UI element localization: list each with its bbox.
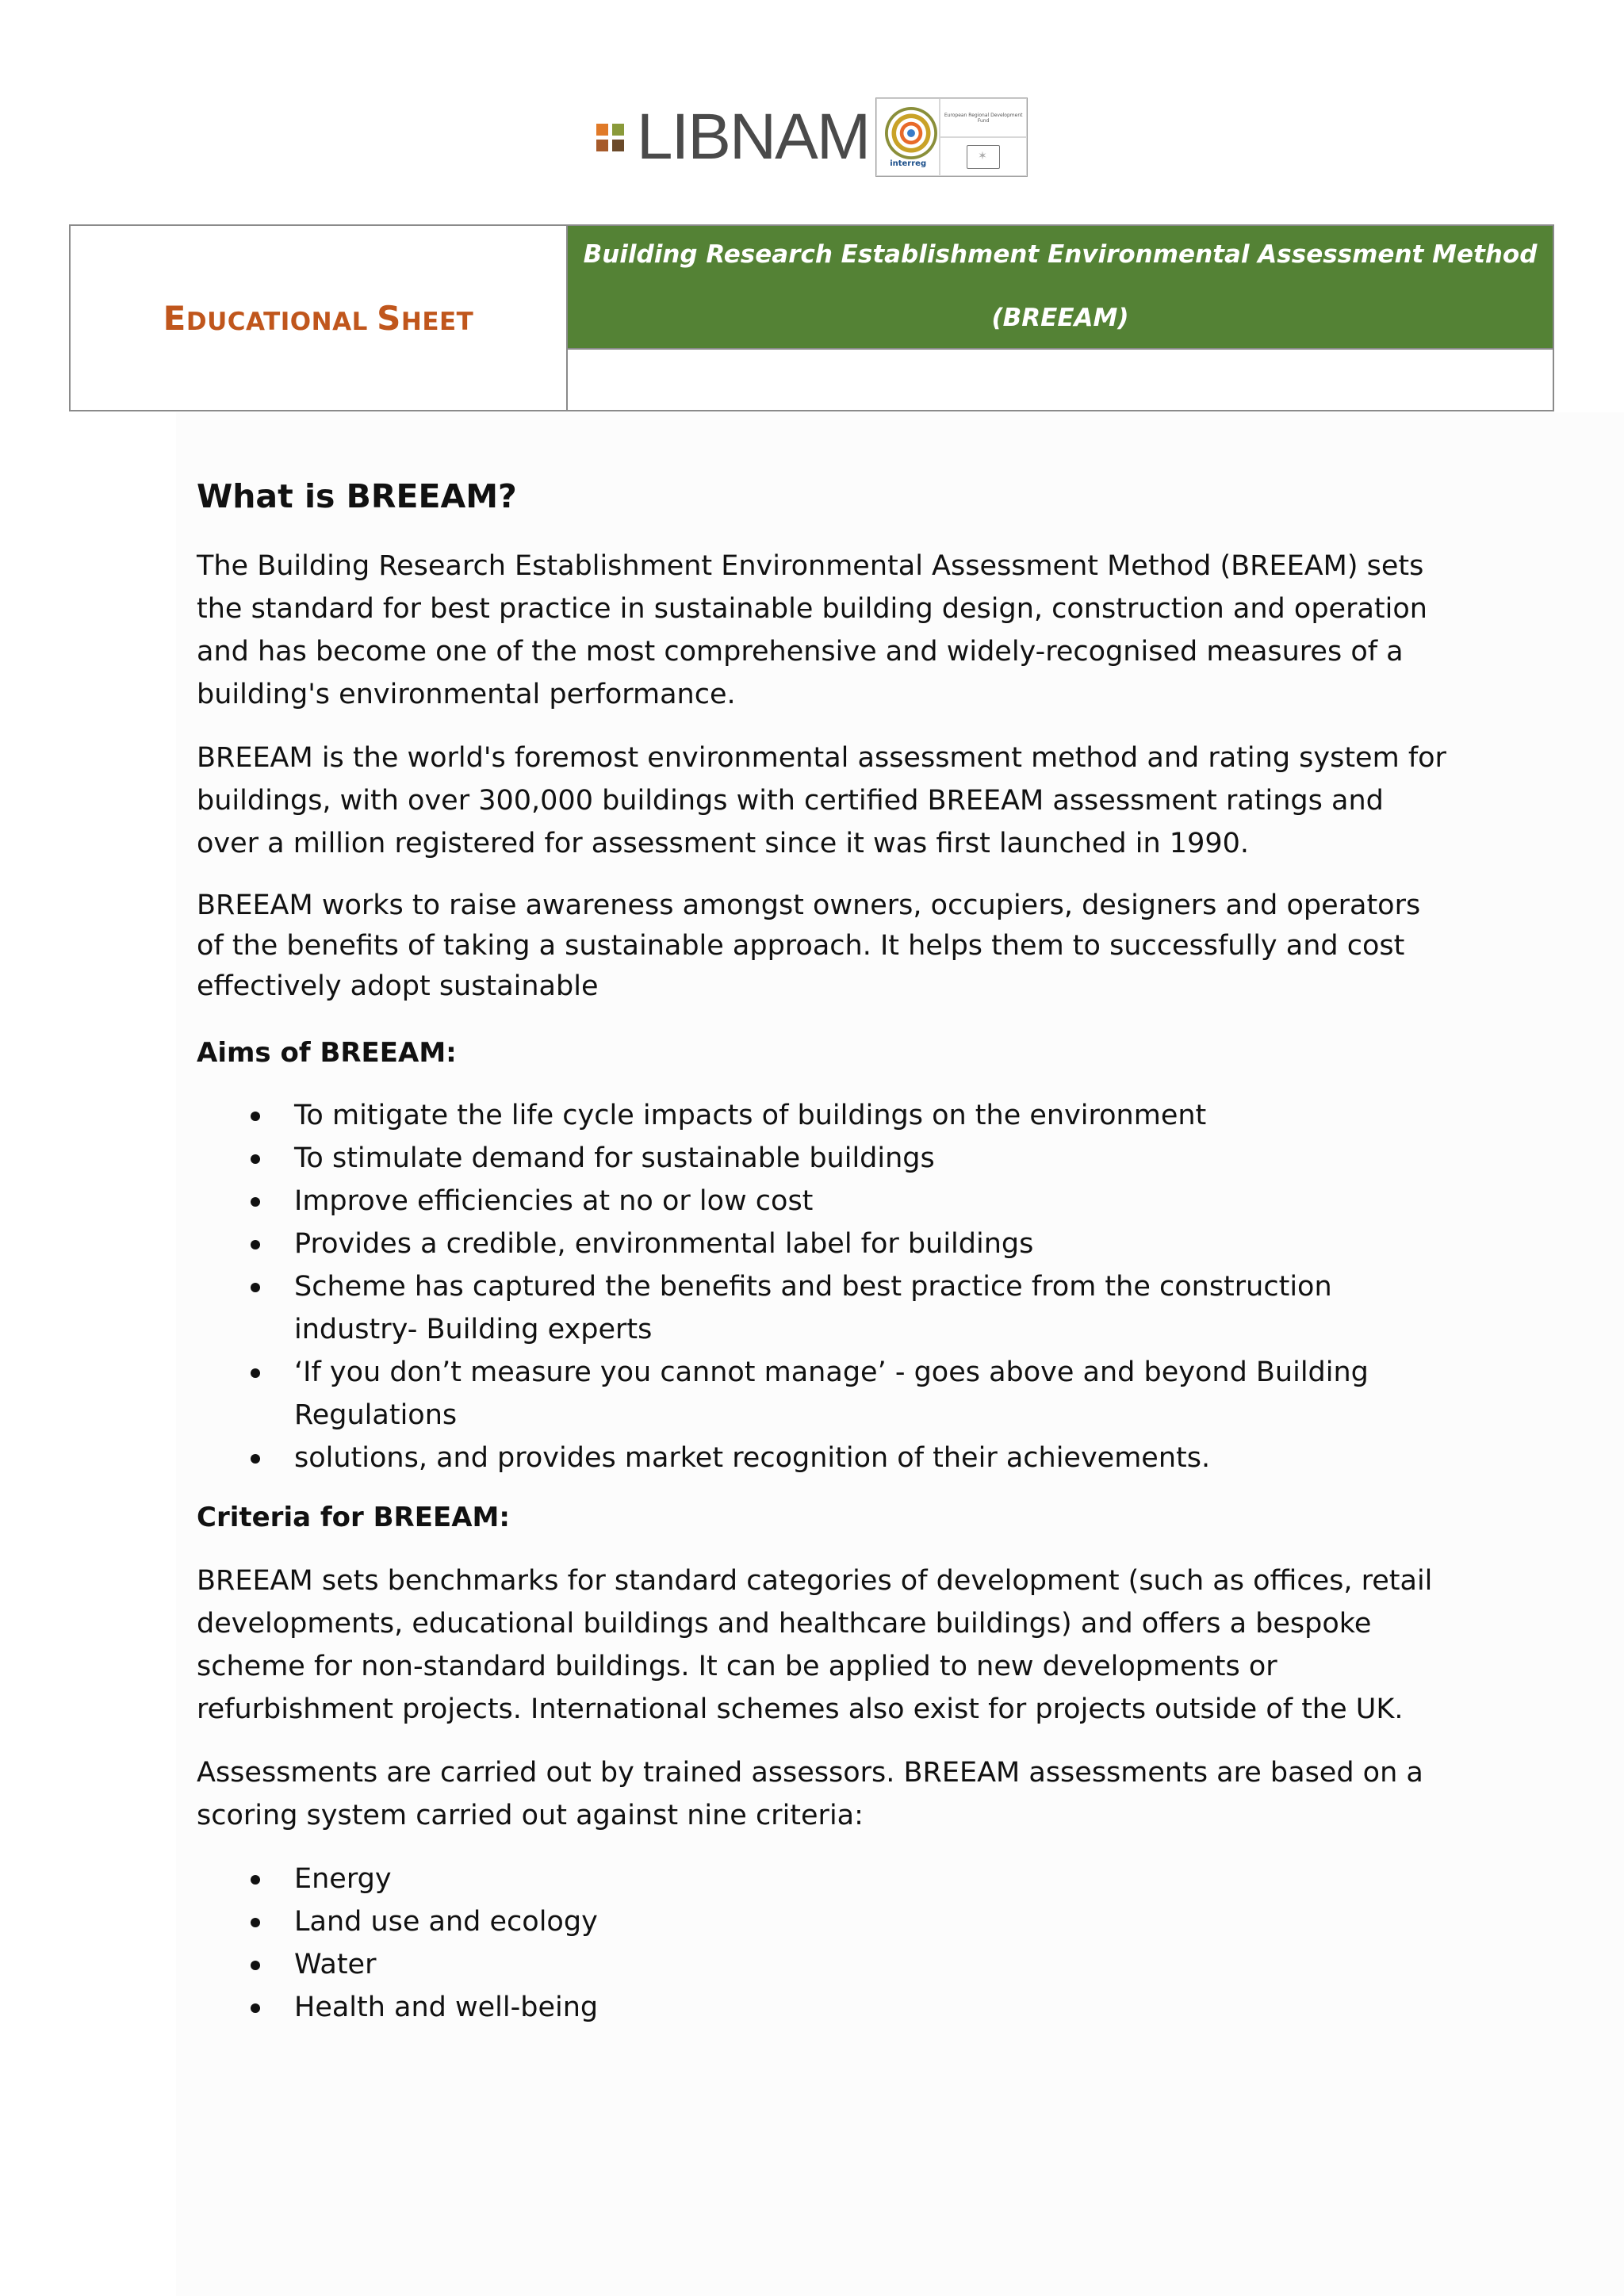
list-item: To mitigate the life cycle impacts of buildings on the environment — [197, 1094, 1450, 1137]
list-item: solutions, and provides market recognition of their achievements. — [197, 1437, 1450, 1479]
eu-fund-label: European Regional Development Fund — [940, 98, 1027, 137]
list-item: Scheme has captured the benefits and best practice from the construction industry- Building experts — [197, 1265, 1450, 1351]
sheet-header-table — [69, 224, 1554, 411]
aims-heading: Aims of BREEAM: — [197, 1037, 457, 1070]
list-item: Energy — [197, 1858, 1450, 1900]
criteria-paragraph: Assessments are carried out by trained assessors. BREEAM assessments are based on a scoring system carried out against nine criteria: — [197, 1756, 1423, 1831]
interreg-logo — [875, 98, 1028, 177]
list-item: Improve efficiencies at no or low cost — [197, 1180, 1450, 1223]
eu-flag-icon — [967, 145, 1000, 169]
topic-title: Building Research Establishment Environmental Assessment Method — [583, 240, 1538, 269]
brand-name: LIBNAM — [636, 101, 870, 173]
header-logo — [0, 94, 1624, 181]
sheet-label-cell — [71, 226, 568, 410]
list-item: Provides a credible, environmental label for buildings — [197, 1223, 1450, 1265]
libnam-mark-icon — [596, 124, 624, 151]
intro-paragraph: BREEAM is the world's foremost environmental assessment method and rating system for buildings, with over 300,000 buildings with certified BREEAM assessment ratings and over a million registered for assessment since it was first launched in 1990. — [197, 742, 1446, 860]
list-item: Water — [197, 1943, 1450, 1986]
criteria-list — [197, 1858, 1450, 2029]
list-item: ‘If you don’t measure you cannot manage’ - goes above and beyond Building Regulations — [197, 1351, 1450, 1437]
topic-banner — [568, 226, 1553, 350]
criteria-heading: Criteria for BREEAM: — [197, 1502, 510, 1534]
list-item: Land use and ecology — [197, 1900, 1450, 1943]
page-title: What is BREEAM? — [197, 477, 517, 515]
list-item: To stimulate demand for sustainable buildings — [197, 1137, 1450, 1180]
spiral-emblem-icon — [885, 107, 937, 159]
interreg-label: interreg — [890, 159, 927, 168]
aims-list — [197, 1094, 1450, 1479]
sheet-label: EDUCATIONAL SHEET — [163, 298, 474, 338]
list-item: Health and well-being — [197, 1986, 1450, 2029]
document-body — [197, 476, 1450, 2049]
intro-paragraph: The Building Research Establishment Environmental Assessment Method (BREEAM) sets the standard for best practice in sustainable building design, construction and operation and has become one of the most comprehensive and widely-recognised measures of a building's environmental performance. — [197, 550, 1427, 711]
topic-acronym: (BREEAM) — [991, 304, 1129, 332]
criteria-paragraph: BREEAM sets benchmarks for standard categories of development (such as offices, retail developments, educational buildings and healthcare buildings) and offers a bespoke scheme for non-standard buildings. It can be applied to new developments or refurbishment projects. International schemes also exist for projects outside of the UK. — [197, 1564, 1433, 1725]
intro-paragraph: BREEAM works to raise awareness amongst owners, occupiers, designers and operators of the benefits of taking a sustainable approach. It helps them to successfully and cost effectively adopt sustainable — [197, 890, 1421, 1003]
